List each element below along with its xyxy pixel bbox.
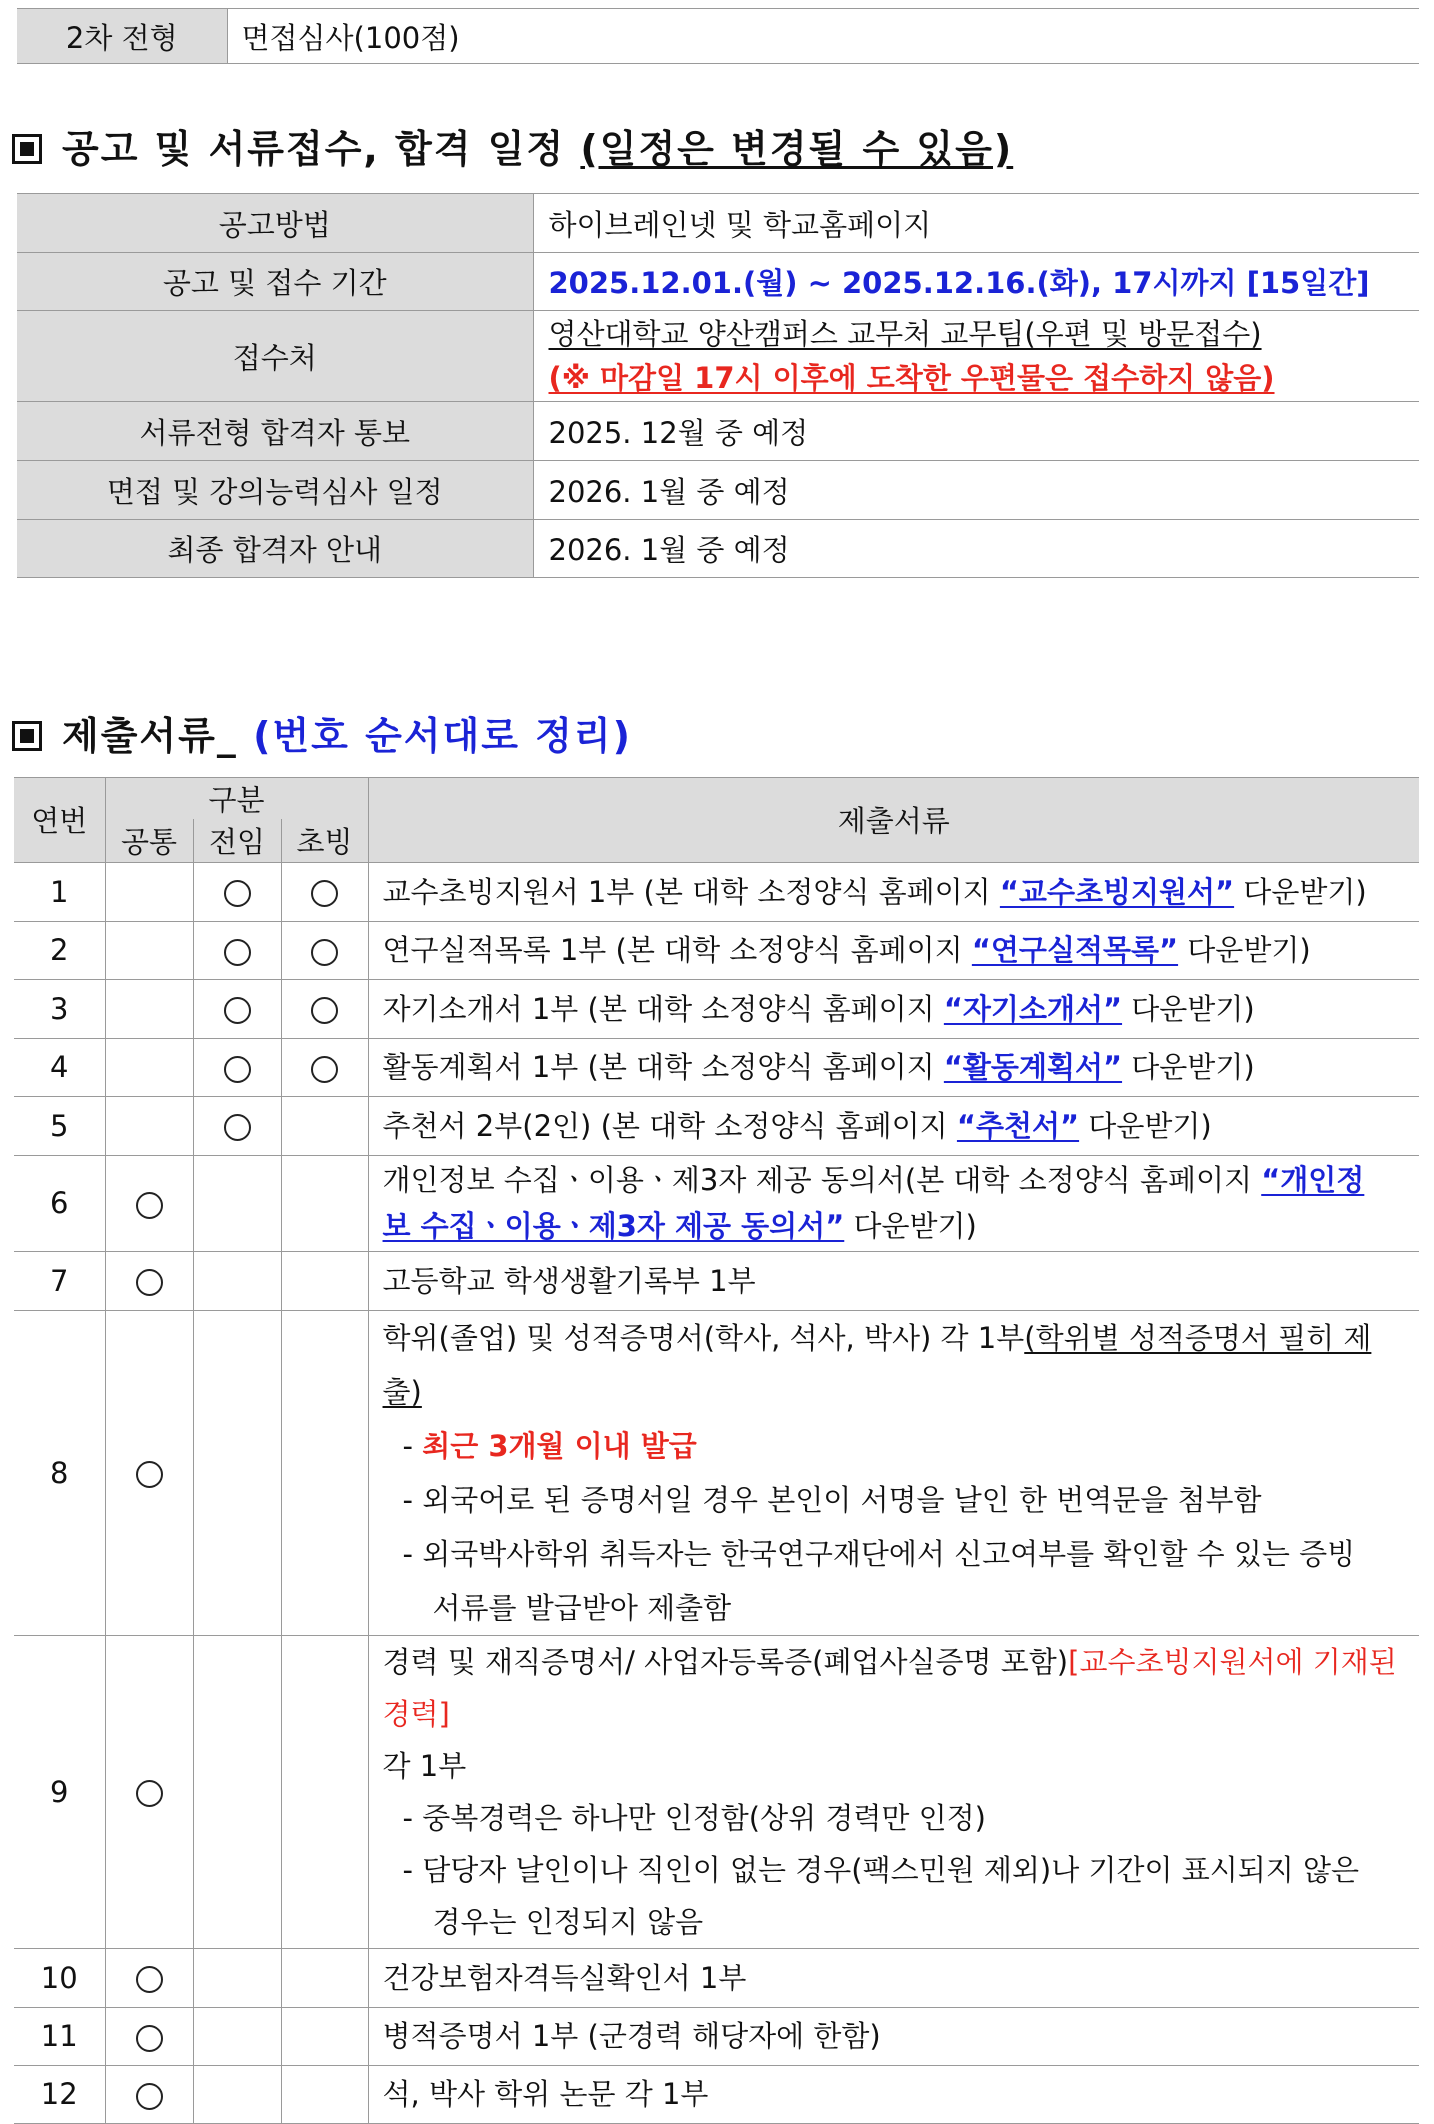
row-number: 7 [14, 1251, 105, 1310]
table-row [17, 194, 1419, 253]
table-row [14, 1251, 1419, 1310]
schedule-value: 2025. 12월 중 예정 [533, 402, 1419, 461]
schedule-table [17, 193, 1419, 578]
form-link[interactable]: “활동계획서” [943, 1050, 1123, 1084]
header-docs: 제출서류 [368, 778, 1419, 863]
circle-mark-icon [311, 1056, 338, 1083]
circle-mark-icon [224, 1114, 251, 1141]
document-desc: 건강보험자격득실확인서 1부 [368, 1948, 1419, 2007]
common-cell [105, 1948, 193, 2007]
stage-label: 2차 전형 [17, 9, 227, 64]
invited-cell [281, 979, 368, 1038]
form-link[interactable]: “추천서” [956, 1108, 1080, 1143]
table-row [17, 402, 1419, 461]
circle-mark-icon [224, 939, 251, 966]
documents-section-title [12, 705, 632, 760]
common-cell [105, 1155, 193, 1251]
schedule-title-note: (일정은 변경될 수 있음) [580, 127, 1014, 171]
common-cell [105, 862, 193, 921]
fulltime-cell [193, 2065, 281, 2123]
form-link[interactable]: “자기소개서” [943, 991, 1123, 1026]
row-number: 9 [14, 1635, 105, 1948]
schedule-value: 하이브레인넷 및 학교홈페이지 [533, 194, 1419, 253]
fulltime-cell [193, 1096, 281, 1155]
document-desc: 연구실적목록 1부 (본 대학 소정양식 홈페이지 “연구실적목록” 다운받기) [368, 921, 1419, 979]
circle-mark-icon [136, 2025, 163, 2052]
table-row [14, 1155, 1419, 1251]
schedule-value [533, 311, 1419, 402]
circle-mark-icon [136, 1192, 163, 1219]
schedule-value: 2026. 1월 중 예정 [533, 461, 1419, 520]
row-number: 12 [14, 2065, 105, 2123]
table-row [17, 461, 1419, 520]
header-invited: 초빙 [281, 819, 368, 862]
common-cell [105, 921, 193, 979]
fulltime-cell [193, 1251, 281, 1310]
form-link[interactable]: “개인정 [1261, 1163, 1365, 1197]
invited-cell [281, 921, 368, 979]
document-desc: 석, 박사 학위 논문 각 1부 [368, 2065, 1419, 2123]
row-number: 10 [14, 1948, 105, 2007]
document-desc: 개인정보 수집ㆍ이용ㆍ제3자 제공 동의서(본 대학 소정양식 홈페이지 “개인정 보 수집ㆍ이용ㆍ제3자 제공 동의서” 다운받기) [368, 1155, 1419, 1251]
schedule-label: 최종 합격자 안내 [17, 520, 533, 578]
form-link[interactable]: “교수초빙지원서” [999, 874, 1235, 909]
fulltime-cell [193, 921, 281, 979]
stage-value: 면접심사(100점) [227, 9, 1419, 64]
document-desc: 활동계획서 1부 (본 대학 소정양식 홈페이지 “활동계획서” 다운받기) [368, 1038, 1419, 1096]
fulltime-cell [193, 979, 281, 1038]
schedule-label: 공고방법 [17, 194, 533, 253]
circle-mark-icon [136, 1269, 163, 1296]
invited-cell [281, 1155, 368, 1251]
schedule-label: 공고 및 접수 기간 [17, 253, 533, 311]
document-desc: 추천서 2부(2인) (본 대학 소정양식 홈페이지 “추천서” 다운받기) [368, 1096, 1419, 1155]
table-row [17, 520, 1419, 578]
schedule-label: 접수처 [17, 311, 533, 402]
schedule-value: 2026. 1월 중 예정 [533, 520, 1419, 578]
documents-title-main: 제출서류_ [62, 714, 238, 758]
form-link[interactable]: “연구실적목록” [971, 933, 1179, 967]
table-row [14, 1310, 1419, 1635]
row-number: 4 [14, 1038, 105, 1096]
common-cell [105, 1310, 193, 1635]
invited-cell [281, 1038, 368, 1096]
table-row [14, 2007, 1419, 2065]
square-bullet-icon [12, 721, 42, 751]
header-row [14, 778, 1419, 820]
header-fulltime: 전임 [193, 819, 281, 862]
fulltime-cell [193, 862, 281, 921]
document-desc: 경력 및 재직증명서/ 사업자등록증(폐업사실증명 포함)[교수초빙지원서에 기재된 경력] 각 1부 - 중복경력은 하나만 인정함(상위 경력만 인정) - 담당자 날인이나 직인이 없는 경우(팩스민원 제외)나 기간이 표시되지 않은 경우는 인정되지 않음 [368, 1635, 1419, 1948]
fulltime-cell [193, 1155, 281, 1251]
invited-cell [281, 1635, 368, 1948]
common-cell [105, 1251, 193, 1310]
fulltime-cell [193, 1310, 281, 1635]
fulltime-cell [193, 1038, 281, 1096]
table-row [17, 311, 1419, 402]
table-row [17, 253, 1419, 311]
table-row [14, 921, 1419, 979]
circle-mark-icon [224, 1056, 251, 1083]
row-number: 1 [14, 862, 105, 921]
circle-mark-icon [224, 997, 251, 1024]
table-row [14, 1038, 1419, 1096]
square-bullet-icon [12, 134, 42, 164]
schedule-title-main: 공고 및 서류접수, 합격 일정 [62, 127, 566, 171]
row-number: 8 [14, 1310, 105, 1635]
form-link[interactable]: 보 수집ㆍ이용ㆍ제3자 제공 동의서” [382, 1209, 845, 1243]
documents-title-note: (번호 순서대로 정리) [253, 714, 632, 758]
row-number: 5 [14, 1096, 105, 1155]
common-cell [105, 1038, 193, 1096]
document-desc: 학위(졸업) 및 성적증명서(학사, 석사, 박사) 각 1부(학위별 성적증명서 필히 제 출) - 최근 3개월 이내 발급 - 외국어로 된 증명서일 경우 본인이 서명을 날인 한 번역문을 첨부함 - 외국박사학위 취득자는 한국연구재단에서 신고여부를 확인할 수 있는 증빙 서류를 발급받아 제출함 [368, 1310, 1419, 1635]
row-number: 2 [14, 921, 105, 979]
table-row [14, 2065, 1419, 2123]
invited-cell [281, 2065, 368, 2123]
reception-note: (※ 마감일 17시 이후에 도착한 우편물은 접수하지 않음) [548, 361, 1275, 395]
schedule-label: 면접 및 강의능력심사 일정 [17, 461, 533, 520]
circle-mark-icon [136, 2083, 163, 2110]
fulltime-cell [193, 2007, 281, 2065]
table-row [17, 9, 1419, 64]
circle-mark-icon [136, 1461, 163, 1488]
common-cell [105, 1096, 193, 1155]
invited-cell [281, 2007, 368, 2065]
invited-cell [281, 1310, 368, 1635]
header-group: 구분 [105, 778, 368, 820]
common-cell [105, 1635, 193, 1948]
table-row [14, 862, 1419, 921]
schedule-label: 서류전형 합격자 통보 [17, 402, 533, 461]
row-number: 11 [14, 2007, 105, 2065]
invited-cell [281, 1948, 368, 2007]
invited-cell [281, 1251, 368, 1310]
common-cell [105, 2007, 193, 2065]
reception-address: 영산대학교 양산캠퍼스 교무처 교무팀(우편 및 방문접수) [548, 317, 1262, 351]
row-number: 3 [14, 979, 105, 1038]
schedule-value: 2025.12.01.(월) ~ 2025.12.16.(화), 17시까지 [15일간] [533, 253, 1419, 311]
circle-mark-icon [311, 997, 338, 1024]
circle-mark-icon [311, 880, 338, 907]
invited-cell [281, 862, 368, 921]
fulltime-cell [193, 1635, 281, 1948]
header-no: 연번 [14, 778, 105, 863]
schedule-section-title [12, 118, 1013, 173]
header-common: 공통 [105, 819, 193, 862]
row-number: 6 [14, 1155, 105, 1251]
documents-table [14, 777, 1419, 2124]
table-row [14, 1635, 1419, 1948]
common-cell [105, 979, 193, 1038]
top-table [17, 8, 1419, 64]
document-desc: 교수초빙지원서 1부 (본 대학 소정양식 홈페이지 “교수초빙지원서” 다운받기) [368, 862, 1419, 921]
table-row [14, 1096, 1419, 1155]
fulltime-cell [193, 1948, 281, 2007]
circle-mark-icon [136, 1966, 163, 1993]
circle-mark-icon [136, 1780, 163, 1807]
circle-mark-icon [224, 880, 251, 907]
document-desc: 자기소개서 1부 (본 대학 소정양식 홈페이지 “자기소개서” 다운받기) [368, 979, 1419, 1038]
table-row [14, 1948, 1419, 2007]
invited-cell [281, 1096, 368, 1155]
document-desc: 병적증명서 1부 (군경력 해당자에 한함) [368, 2007, 1419, 2065]
common-cell [105, 2065, 193, 2123]
document-desc: 고등학교 학생생활기록부 1부 [368, 1251, 1419, 1310]
table-row [14, 979, 1419, 1038]
circle-mark-icon [311, 939, 338, 966]
